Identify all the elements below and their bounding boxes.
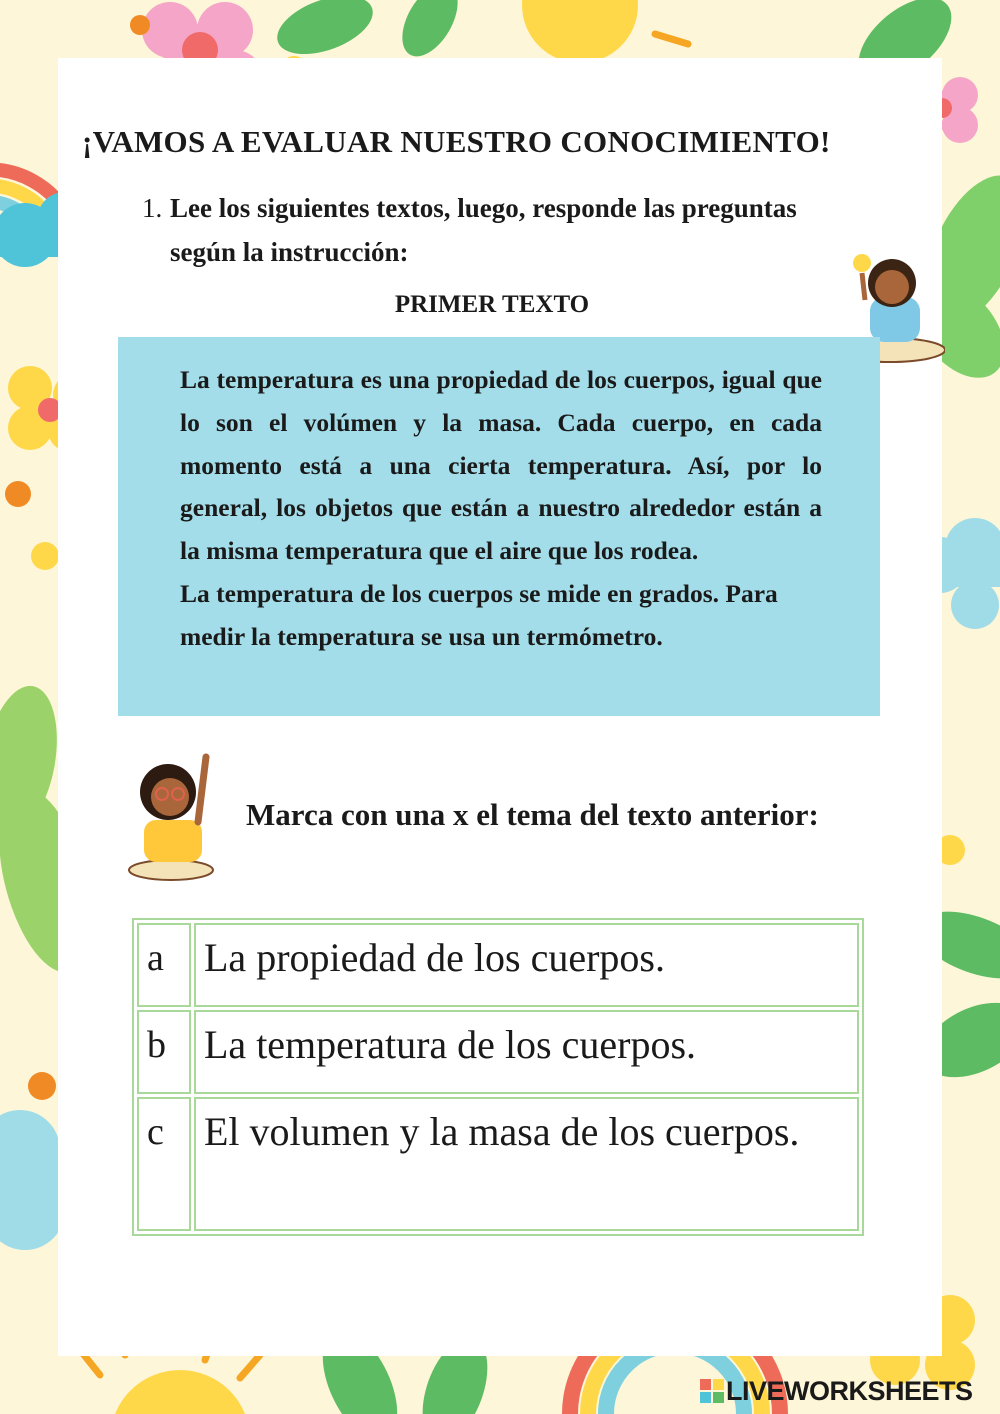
options-table <box>132 918 864 1236</box>
instruction-number: 1. <box>142 193 163 223</box>
option-text[interactable]: La temperatura de los cuerpos. <box>194 1010 859 1094</box>
option-row-a[interactable] <box>137 923 859 1007</box>
option-letter[interactable]: a <box>137 923 191 1007</box>
instruction-text: Lee los siguientes textos, luego, responde las preguntas según la instrucción: <box>170 193 797 267</box>
option-row-b[interactable] <box>137 1010 859 1094</box>
brand-logo <box>700 1376 996 1412</box>
reading-paragraph-2: La temperatura de los cuerpos se mide en grados. Para medir la temperatura se usa un termómetro. <box>180 578 778 651</box>
option-text[interactable]: La propiedad de los cuerpos. <box>194 923 859 1007</box>
option-letter[interactable]: b <box>137 1010 191 1094</box>
section-title: PRIMER TEXTO <box>394 291 590 318</box>
option-row-c[interactable] <box>137 1097 859 1231</box>
page-title: ¡VAMOS A EVALUAR NUESTRO CONOCIMIENTO! <box>82 124 831 159</box>
liveworksheets-icon <box>700 1379 724 1403</box>
option-text[interactable]: El volumen y la masa de los cuerpos. <box>194 1097 859 1231</box>
reading-text-box <box>118 337 880 716</box>
question-text: Marca con una x el tema del texto anterior: <box>246 797 819 832</box>
brand-name: LIVEWORKSHEETS <box>726 1376 973 1406</box>
reading-text <box>180 359 822 659</box>
child-raising-hand-illustration <box>126 742 226 882</box>
instruction <box>142 186 802 274</box>
reading-paragraph-1: La temperatura es una propiedad de los cuerpos, igual que lo son el volúmen y la masa. Cada cuerpo, en cada momento está a una cierta temperatura. Así, por lo general, los objetos que están a nuestro alrededor están a la misma temperatura que el aire que los rodea. <box>180 365 822 566</box>
option-letter[interactable]: c <box>137 1097 191 1231</box>
